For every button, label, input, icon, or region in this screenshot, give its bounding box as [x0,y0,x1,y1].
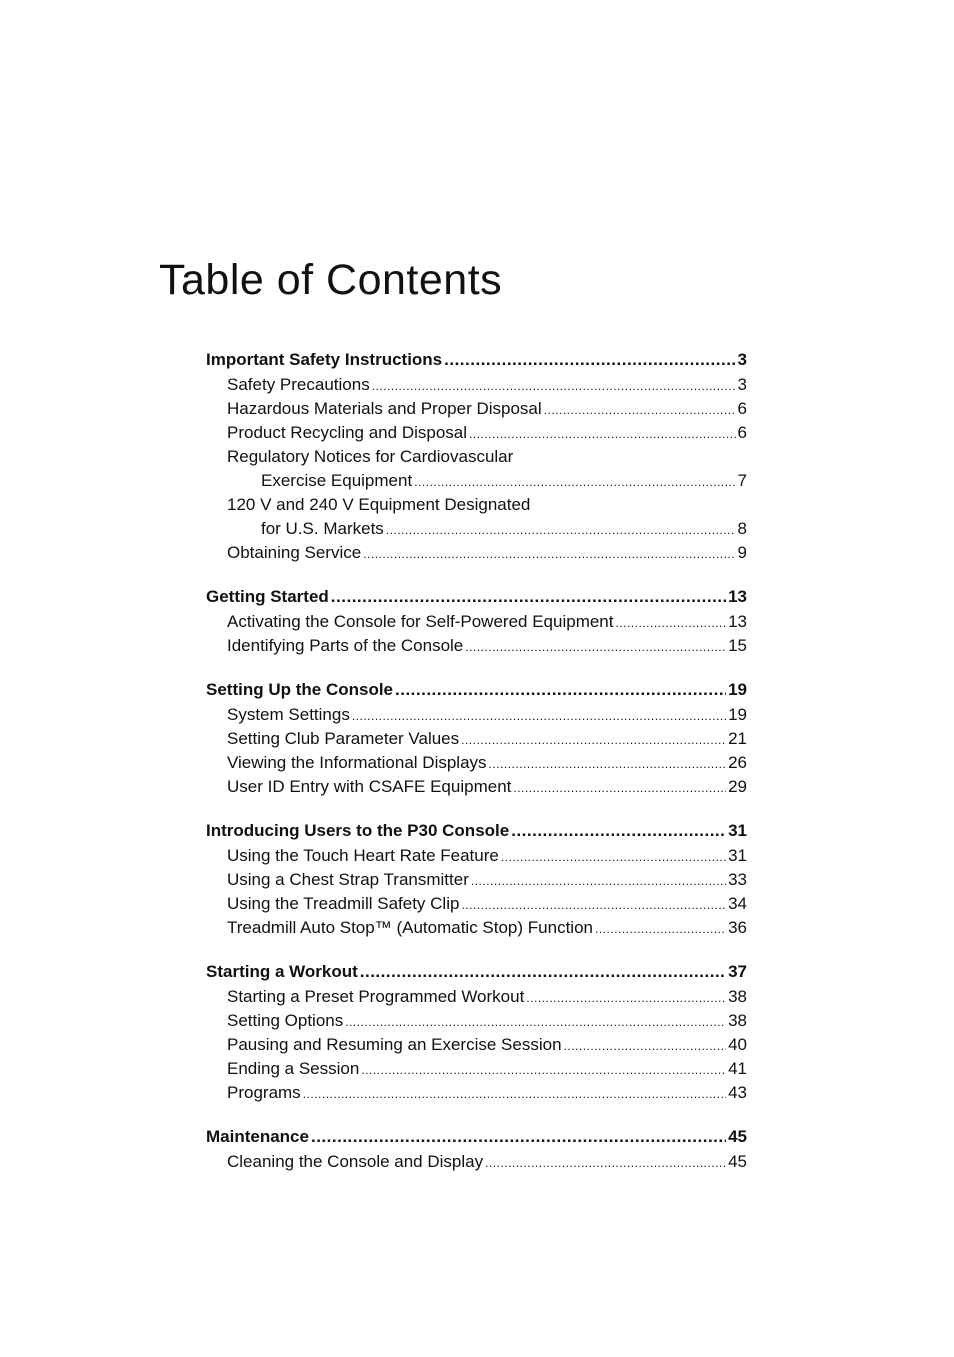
toc-entry[interactable] [206,751,747,775]
toc-entry-page: 9 [737,543,747,562]
dot-leader [461,728,726,752]
toc-entry-title: Using the Treadmill Safety Clip [227,894,460,913]
toc-entry-page: 26 [728,753,747,772]
dot-leader [595,917,726,941]
toc-entry-page: 21 [728,729,747,748]
toc-entry[interactable] [206,1081,747,1105]
toc-entry-page: 6 [737,423,747,442]
toc-entry-first-line[interactable]: Regulatory Notices for Cardiovascular [227,447,514,466]
toc-entry-page: 36 [728,918,747,937]
toc-entry-page: 15 [728,636,747,655]
toc-section-maintenance [206,1124,747,1174]
toc-entry-page: 38 [728,1011,747,1030]
dot-leader [311,1124,726,1150]
toc-heading-page: 31 [728,821,747,840]
toc-list [206,347,747,1193]
dot-leader [360,959,726,985]
toc-entry-page: 40 [728,1035,747,1054]
toc-entry[interactable] [206,1150,747,1174]
toc-section-safety [206,347,747,565]
dot-leader [544,398,736,422]
toc-section-starting-workout [206,959,747,1105]
toc-entry[interactable] [206,1057,747,1081]
toc-entry-page: 43 [728,1083,747,1102]
toc-entry-title: Setting Club Parameter Values [227,729,460,748]
toc-entry[interactable] [206,1009,747,1033]
dot-leader [501,845,726,869]
dot-leader [489,752,727,776]
toc-entry-title: Ending a Session [227,1059,360,1078]
toc-entry[interactable] [206,775,747,799]
dot-leader [331,584,726,610]
toc-entry-title: Hazardous Materials and Proper Disposal [227,399,542,418]
toc-entry-title: System Settings [227,705,350,724]
dot-leader [469,422,736,446]
toc-entry[interactable] [206,397,747,421]
dot-leader [526,986,726,1010]
toc-entry-page: 3 [737,375,747,394]
toc-entry[interactable] [206,373,747,397]
dot-leader [461,893,726,917]
toc-entry-title: Starting a Preset Programmed Workout [227,987,525,1006]
toc-entry[interactable] [206,892,747,916]
dot-leader [444,347,735,373]
toc-entry-title: for U.S. Markets [261,519,384,538]
toc-heading-page: 19 [728,680,747,699]
dot-leader [386,518,736,542]
toc-heading[interactable] [206,584,747,610]
toc-heading-page: 45 [728,1127,747,1146]
dot-leader [363,542,735,566]
toc-heading-title: Setting Up the Console [206,680,393,699]
toc-entry[interactable] [206,517,747,541]
toc-heading[interactable] [206,1124,747,1150]
toc-entry-title: User ID Entry with CSAFE Equipment [227,777,512,796]
toc-entry-title: Product Recycling and Disposal [227,423,468,442]
toc-heading-page: 3 [737,350,747,369]
toc-section-setting-up [206,677,747,799]
dot-leader [414,470,735,494]
toc-entry-page: 8 [737,519,747,538]
toc-entry-page: 19 [728,705,747,724]
dot-leader [361,1058,726,1082]
toc-entry-page: 6 [737,399,747,418]
toc-heading-title: Introducing Users to the P30 Console [206,821,510,840]
toc-entry-page: 34 [728,894,747,913]
toc-entry[interactable] [206,916,747,940]
toc-entry-page: 29 [728,777,747,796]
toc-heading-title: Getting Started [206,587,329,606]
toc-entry-title: Exercise Equipment [261,471,413,490]
dot-leader [485,1151,726,1175]
dot-leader [303,1082,726,1106]
toc-section-getting-started [206,584,747,658]
toc-entry-title: Pausing and Resuming an Exercise Session [227,1035,562,1054]
toc-heading-page: 13 [728,587,747,606]
toc-entry-page: 45 [728,1152,747,1171]
toc-entry[interactable] [206,844,747,868]
dot-leader [511,818,726,844]
dot-leader [615,611,726,635]
toc-entry[interactable] [206,421,747,445]
toc-entry-title: Activating the Console for Self-Powered Equipment [227,612,614,631]
toc-entry-title: Programs [227,1083,301,1102]
toc-heading[interactable] [206,959,747,985]
toc-entry[interactable] [206,985,747,1009]
toc-entry-first-line[interactable]: 120 V and 240 V Equipment Designated [227,495,531,514]
dot-leader [395,677,726,703]
toc-entry[interactable] [206,634,747,658]
toc-entry[interactable] [206,868,747,892]
toc-heading-title: Maintenance [206,1127,309,1146]
toc-entry-title: Identifying Parts of the Console [227,636,464,655]
toc-entry-page: 7 [737,471,747,490]
toc-entry-title: Using a Chest Strap Transmitter [227,870,469,889]
toc-entry[interactable] [206,469,747,493]
toc-entry[interactable] [206,541,747,565]
toc-entry-title: Viewing the Informational Displays [227,753,487,772]
dot-leader [352,704,726,728]
dot-leader [471,869,726,893]
toc-section-introducing-users [206,818,747,940]
toc-entry-page: 13 [728,612,747,631]
dot-leader [513,776,726,800]
toc-entry[interactable] [206,703,747,727]
toc-entry[interactable] [206,727,747,751]
toc-entry-title: Setting Options [227,1011,344,1030]
toc-heading-title: Starting a Workout [206,962,358,981]
dot-leader [465,635,726,659]
dot-leader [564,1034,727,1058]
toc-entry[interactable] [206,1033,747,1057]
toc-heading[interactable] [206,818,747,844]
toc-entry-title: Cleaning the Console and Display [227,1152,484,1171]
toc-heading-page: 37 [728,962,747,981]
toc-entry-page: 41 [728,1059,747,1078]
toc-entry[interactable] [206,610,747,634]
toc-entry-page: 33 [728,870,747,889]
toc-entry-title: Treadmill Auto Stop™ (Automatic Stop) Function [227,918,593,937]
page-title: Table of Contents [159,256,503,304]
dot-leader [345,1010,726,1034]
toc-heading[interactable] [206,347,747,373]
dot-leader [372,374,736,398]
toc-entry-title: Using the Touch Heart Rate Feature [227,846,499,865]
toc-entry-title: Safety Precautions [227,375,370,394]
toc-heading-title: Important Safety Instructions [206,350,443,369]
toc-entry-page: 31 [728,846,747,865]
toc-heading[interactable] [206,677,747,703]
toc-entry-title: Obtaining Service [227,543,362,562]
toc-entry-page: 38 [728,987,747,1006]
